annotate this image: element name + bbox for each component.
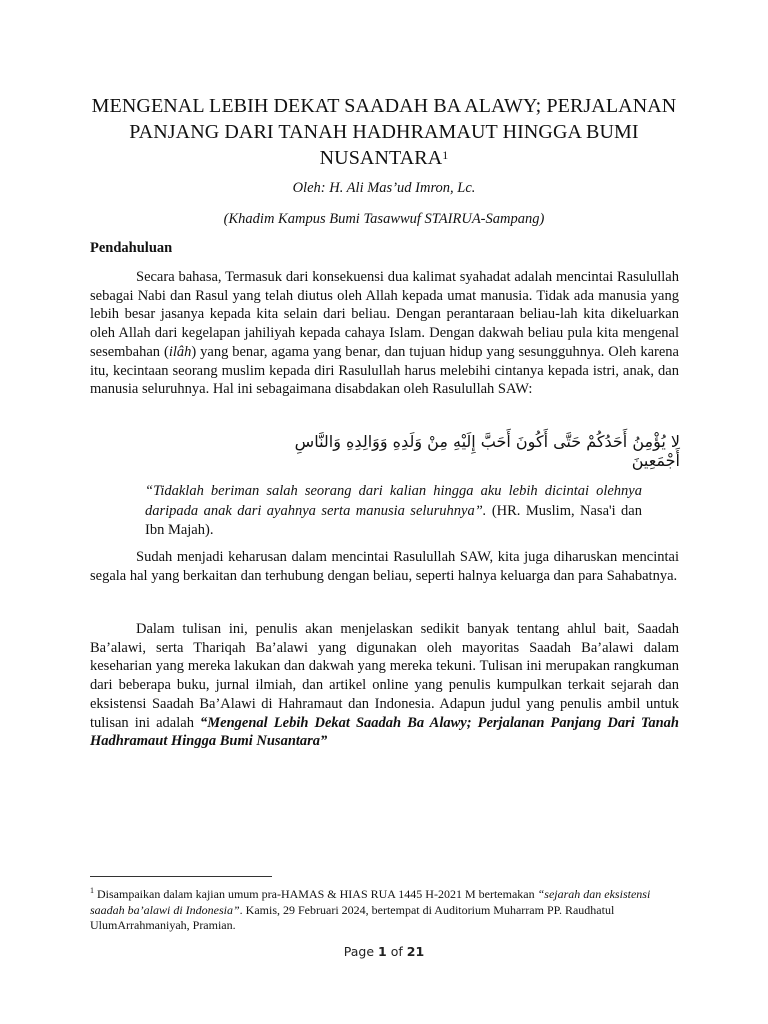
footnote-mark: 1 — [90, 886, 94, 895]
footnote — [90, 883, 680, 934]
hadith-translation-block — [145, 482, 642, 541]
page-separator: of — [390, 944, 403, 959]
hadith-source: (HR. Muslim, Nasa'i dan Ibn Majah). — [145, 502, 642, 538]
title-footnote-ref[interactable]: 1 — [442, 148, 449, 162]
section-heading: Pendahuluan — [90, 240, 173, 256]
intro-text-rest: ) yang benar, agama yang benar, dan tujuan hidup yang sesungguhnya. Oleh karena itu, kecintaan seorang muslim kepada diri Rasulullah harus melebihi cintanya kepada istri, anak, dan manusia seluruhnya. Hal ini sebagaimana disabdakan oleh Rasulullah SAW: — [90, 343, 679, 398]
footnote-divider — [90, 876, 272, 877]
paragraph-2: Sudah menjadi keharusan dalam mencintai Rasulullah SAW, kita juga diharuskan mencintai segala hal yang berkaitan dan terhubung dengan beliau, seperti halnya keluarga dan para Sahabatnya. — [90, 549, 679, 584]
footnote-rest: . Kamis, 29 Februari 2024, bertempat di Auditorium Muharram PP. Raudhatul UlumArrahmaniyah, Pramian. — [90, 902, 615, 933]
paragraph-3 — [90, 620, 679, 751]
footnote-theme: “sejarah dan eksistensi saadah ba’alawi di Indonesia” — [90, 887, 651, 917]
footnote-text: Disampaikan dalam kajian umum pra-HAMAS & HIAS RUA 1445 H-2021 M bertemakan — [94, 887, 538, 901]
document-title — [80, 93, 688, 171]
author-line: Oleh: H. Ali Mas’ud Imron, Lc. — [292, 180, 476, 196]
title-text: MENGENAL LEBIH DEKAT SAADAH BA ALAWY; PERJALANAN PANJANG DARI TANAH HADHRAMAUT HINGGA BUMI NUSANTARA — [91, 95, 677, 169]
intro-text: Secara bahasa, Termasuk dari konsekuensi dua kalimat syahadat adalah mencintai Rasulullah sebagai Nabi dan Rasul yang telah diutus oleh Allah kepada umat manusia. Tidak ada manusia yang lebih besar jasanya kepada kita selain dari beliau. Dengan perantaraan beliau-lah kita dikeluarkan oleh Allah dari kegelapan jahiliyah kepada cahaya Islam. Dengan dakwah beliau pula kita mengenal sesembahan ( — [90, 269, 679, 360]
hadith-translation: “Tidaklah beriman salah seorang dari kalian hingga aku lebih dicintai olehnya daripada anak dari ayahnya serta manusia seluruhnya”. — [145, 483, 642, 519]
ilah-term: ilâh — [168, 343, 192, 360]
page-prefix: Page — [343, 944, 375, 959]
total-pages: 21 — [406, 944, 425, 959]
intro-paragraph — [90, 268, 679, 399]
hadith-arabic: لا يُؤْمِنُ أَحَدُكُمْ حَتَّى أَكُونَ أَحَبَّ إِلَيْهِ مِنْ وَلَدِهِ وَوَالِدِهِ وَالنَّاسِ أَجْمَعِينَ — [294, 432, 680, 470]
current-page: 1 — [378, 944, 387, 959]
paragraph-3-text: Dalam tulisan ini, penulis akan menjelaskan sedikit banyak tentang ahlul bait, Saadah Ba’alawi, serta Thariqah Ba’alawi yang digunakan oleh mayoritas Saadah Ba’alawi dalam keseharian yang mereka lakukan dan dakwah yang mereka tekuni. Tulisan ini merupakan rangkuman dari beberapa buku, jurnal ilmiah, dan artikel online yang penulis kumpulkan terkait sejarah dan eksistensi Saadah Ba’Alawi di Hahramaut dan Indonesia. Adapun judul yang penulis ambil untuk tulisan ini adalah — [90, 621, 679, 731]
page-indicator — [0, 944, 768, 959]
paragraph-3-title: “Mengenal Lebih Dekat Saadah Ba Alawy; Perjalanan Panjang Dari Tanah Hadhramaut Hingga Bumi Nusantara” — [90, 714, 679, 750]
affiliation-line: (Khadim Kampus Bumi Tasawwuf STAIRUA-Sampang) — [223, 211, 545, 227]
